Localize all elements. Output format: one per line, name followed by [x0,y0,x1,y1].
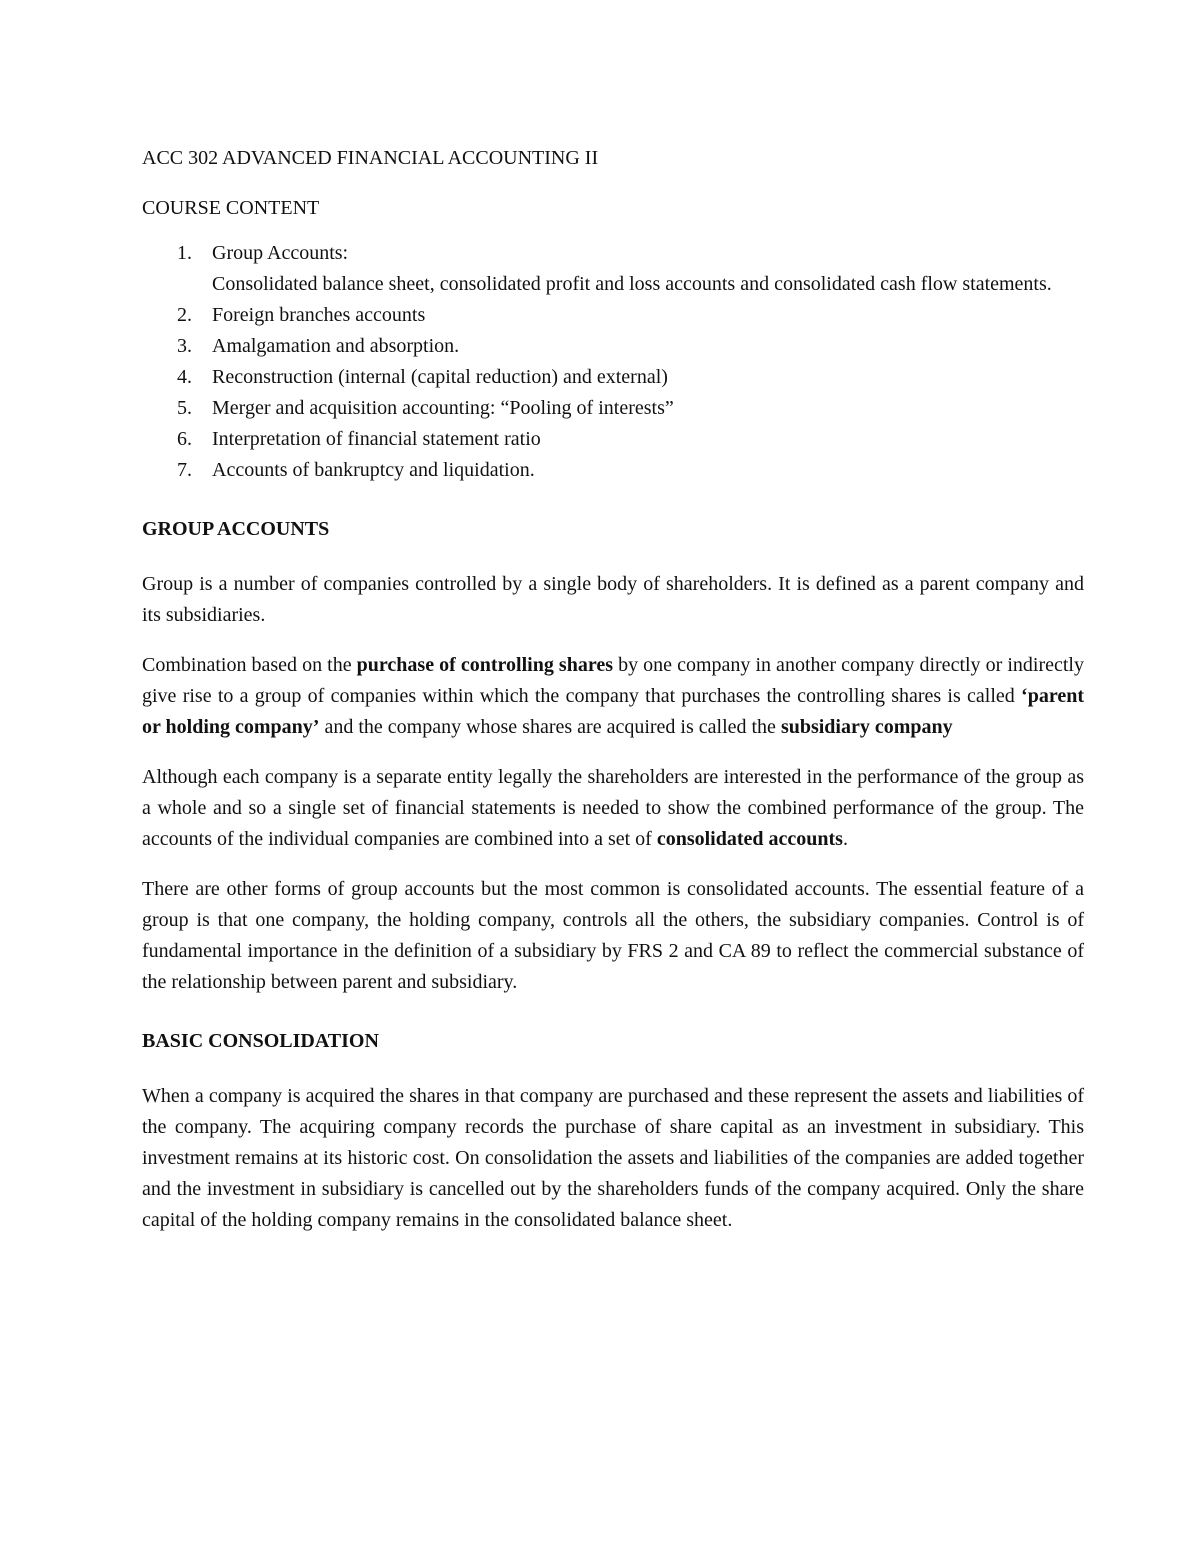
group-forms-paragraph: There are other forms of group accounts but the most common is consolidated accounts. The essential feature of a group is that one company, the holding company, controls all the others, the subsidiary companies. Control is of fundamental importance in the definition of a subsidiary by FRS 2 and CA 89 to reflect the commercial substance of the relationship between parent and subsidiary. [142,878,1084,993]
list-item-text: Reconstruction (internal (capital reduction) and external) [212,366,668,388]
course-content-list [142,238,1084,486]
list-item [142,455,1084,486]
list-item [142,393,1084,424]
document-content [142,143,1084,1255]
list-item-text: Foreign branches accounts [212,304,426,326]
list-item-text: Accounts of bankruptcy and liquidation. [212,459,535,481]
list-item [142,424,1084,455]
basic-consolidation-heading: BASIC CONSOLIDATION [142,1030,379,1052]
list-item-number: 1. [177,242,192,264]
list-item-text: Merger and acquisition accounting: “Pooling of interests” [212,397,674,419]
list-item [142,238,1084,300]
list-item [142,331,1084,362]
course-title: ACC 302 ADVANCED FINANCIAL ACCOUNTING II [142,147,599,169]
combination-paragraph: Combination based on the purchase of controlling shares by one company in another company directly or indirectly give rise to a group of companies within which the company that purchases the controlling shares is called ‘parent or holding company’ and the company whose shares are acquired is called the subsidiary company [142,654,1084,738]
list-item [142,300,1084,331]
list-item-number: 6. [177,428,192,450]
separate-entity-paragraph: Although each company is a separate entity legally the shareholders are interested in the performance of the group as a whole and so a single set of financial statements is needed to show the combined performance of the group. The accounts of the individual companies are combined into a set of consolidated accounts. [142,766,1084,850]
bold-term: consolidated accounts [656,828,843,850]
list-item-text: Interpretation of financial statement ratio [212,428,541,450]
list-item-text: Amalgamation and absorption. [212,335,460,357]
list-item-detail: Consolidated balance sheet, consolidated profit and loss accounts and consolidated cash flow statements. [212,273,1052,295]
list-item-number: 3. [177,335,192,357]
list-item-text: Group Accounts: [212,242,349,264]
list-item-number: 2. [177,304,192,326]
bold-term: ‘parent or holding company’ [142,685,1084,738]
group-definition-paragraph: Group is a number of companies controlled by a single body of shareholders. It is defined as a parent company and its subsidiaries. [142,573,1084,626]
list-item-number: 5. [177,397,192,419]
course-content-label: COURSE CONTENT [142,197,320,219]
basic-consolidation-paragraph: When a company is acquired the shares in that company are purchased and these represent the assets and liabilities of the company. The acquiring company records the purchase of share capital as an investment in subsidiary. This investment remains at its historic cost. On consolidation the assets and liabilities of the companies are added together and the investment in subsidiary is cancelled out by the shareholders funds of the company acquired. Only the share capital of the holding company remains in the consolidated balance sheet. [142,1085,1084,1231]
bold-term: purchase of controlling shares [356,654,613,676]
list-item-number: 4. [177,366,192,388]
bold-term: subsidiary company [780,716,953,738]
group-accounts-heading: GROUP ACCOUNTS [142,518,330,540]
list-item [142,362,1084,393]
list-item-number: 7. [177,459,192,481]
